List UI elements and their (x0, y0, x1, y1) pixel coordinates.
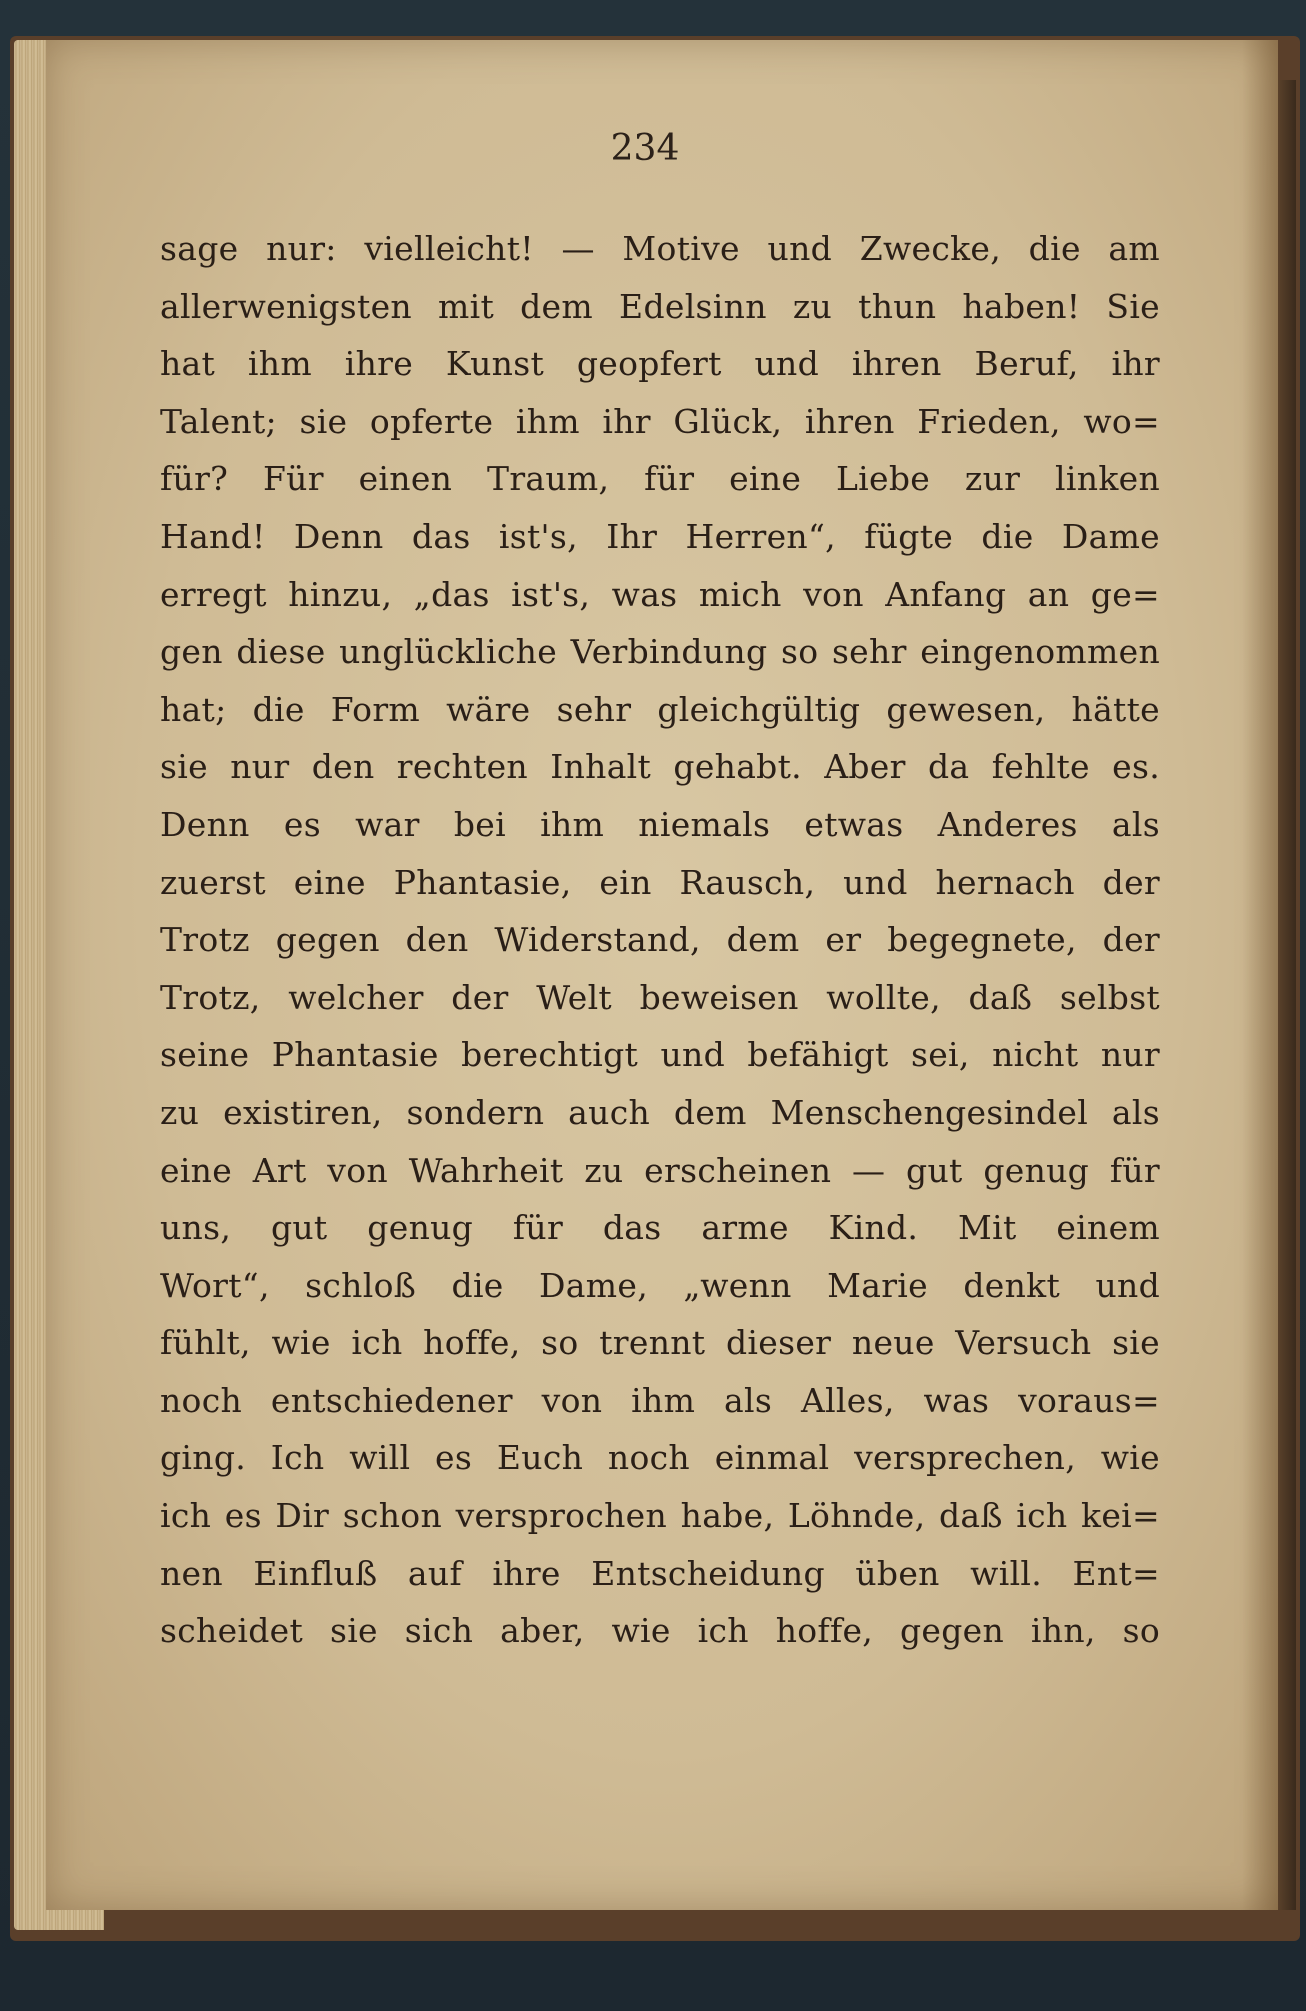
text-line: Talent; sie opferte ihm ihr Glück, ihren Frieden, wo= (160, 401, 1160, 441)
text-line: eine Art von Wahrheit zu erscheinen — gut genug für (160, 1150, 1160, 1190)
text-line: noch entschiedener von ihm als Alles, was voraus= (160, 1380, 1160, 1420)
page-text (160, 220, 1160, 1660)
text-line: Trotz gegen den Widerstand, dem er begegnete, der (160, 920, 1160, 960)
text-line: zu existiren, sondern auch dem Menschengesindel als (160, 1092, 1160, 1132)
text-line: sie nur den rechten Inhalt gehabt. Aber da fehlte es. (160, 747, 1160, 787)
text-line: Denn es war bei ihm niemals etwas Anderes als (160, 804, 1160, 844)
page-gutter (1242, 40, 1278, 1910)
text-line: allerwenigsten mit dem Edelsinn zu thun haben! Sie (160, 286, 1160, 326)
text-line: uns, gut genug für das arme Kind. Mit einem (160, 1208, 1160, 1248)
text-line: erregt hinzu, „das ist's, was mich von Anfang an ge= (160, 574, 1160, 614)
text-line: ich es Dir schon versprochen habe, Löhnde, daß ich kei= (160, 1496, 1160, 1536)
text-line: zuerst eine Phantasie, ein Rausch, und hernach der (160, 862, 1160, 902)
text-line: sage nur: vielleicht! — Motive und Zwecke, die am (160, 229, 1160, 268)
text-line: gen diese unglückliche Verbindung so sehr eingenommen (160, 632, 1160, 672)
text-line: Hand! Denn das ist's, Ihr Herren“, fügte die Dame (160, 516, 1160, 556)
page-number: 234 (610, 128, 680, 169)
text-line: hat ihm ihre Kunst geopfert und ihren Beruf, ihr (160, 344, 1160, 384)
text-line: Wort“, schloß die Dame, „wenn Marie denkt und (160, 1265, 1160, 1305)
text-line: hat; die Form wäre sehr gleichgültig gewesen, hätte (160, 689, 1160, 729)
text-line: scheidet sie sich aber, wie ich hoffe, gegen ihn, so (160, 1611, 1160, 1651)
text-line: nen Einfluß auf ihre Entscheidung üben will. Ent= (160, 1553, 1160, 1593)
text-line: fühlt, wie ich hoffe, so trennt dieser neue Versuch sie (160, 1323, 1160, 1363)
text-line: Trotz, welcher der Welt beweisen wollte, daß selbst (160, 977, 1160, 1017)
text-line: ging. Ich will es Euch noch einmal versprechen, wie (160, 1438, 1160, 1478)
text-line: seine Phantasie berechtigt und befähigt sei, nicht nur (160, 1035, 1160, 1075)
text-line: für? Für einen Traum, für eine Liebe zur linken (160, 459, 1160, 499)
